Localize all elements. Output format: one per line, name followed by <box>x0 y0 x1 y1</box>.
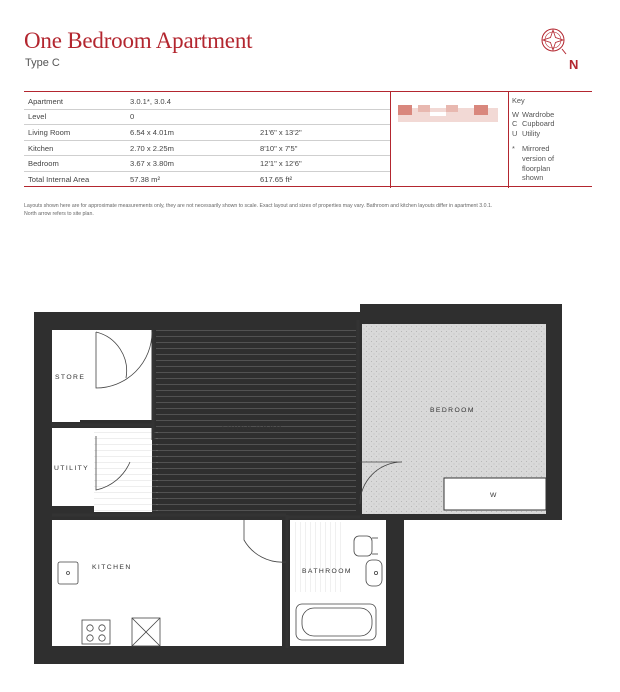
spec-metric: 57.38 m² <box>130 174 160 184</box>
table-row <box>24 125 390 141</box>
key-label: Utility <box>522 128 541 138</box>
key-code: C <box>512 119 518 129</box>
spec-label: Level <box>24 109 126 125</box>
column-divider <box>390 92 391 188</box>
key-label: Wardrobe <box>522 109 555 119</box>
room-label-living: LIVING ROOM <box>222 425 283 432</box>
spec-imperial: 12'1" x 12'6" <box>256 156 390 172</box>
key-code: W <box>512 109 519 119</box>
page-title: One Bedroom Apartment <box>24 28 253 53</box>
spec-metric: 6.54 x 4.01m <box>126 125 256 141</box>
note-line: shown <box>522 173 544 183</box>
note-line: Mirrored <box>522 144 550 154</box>
spec-label: Total Internal Area <box>28 174 90 184</box>
spec-imperial: 8'10" x 7'5" <box>256 140 390 156</box>
wardrobe-label: W <box>490 492 498 499</box>
key-item <box>512 129 584 139</box>
spec-metric: 3.67 x 3.80m <box>126 156 256 172</box>
spec-metric: 0 <box>126 109 256 125</box>
room-label-store: STORE <box>55 374 86 381</box>
key-legend <box>512 96 584 183</box>
spec-label: Kitchen <box>24 140 126 156</box>
room-label-bathroom: BATHROOM <box>302 568 352 575</box>
living-room <box>156 330 356 512</box>
disclaimer-line: North arrow refers to site plan. <box>24 211 94 218</box>
kitchen <box>52 520 282 646</box>
top-rule <box>24 91 592 92</box>
spec-label: Living Room <box>24 125 126 141</box>
key-note <box>512 144 584 182</box>
key-label: Cupboard <box>522 119 555 129</box>
spec-imperial: 21'6" x 13'2" <box>256 125 390 141</box>
room-label-utility: UTILITY <box>54 465 90 472</box>
spec-imperial: 617.65 ft² <box>260 174 293 184</box>
spec-metric: 3.0.1*, 3.0.4 <box>126 94 256 109</box>
spec-label: Bedroom <box>24 156 126 172</box>
compass-letter: N <box>569 57 579 70</box>
key-item <box>512 110 584 120</box>
spec-label: Apartment <box>24 94 126 109</box>
page-subtitle: Type C <box>25 57 60 69</box>
column-divider <box>508 92 509 188</box>
table-row <box>24 94 390 109</box>
key-plan-thumbnail <box>396 100 500 130</box>
table-row <box>24 156 390 172</box>
spec-metric: 2.70 x 2.25m <box>126 140 256 156</box>
room-label-bedroom: BEDROOM <box>430 407 475 414</box>
key-item <box>512 119 584 129</box>
spec-imperial <box>256 109 390 125</box>
note-marker: * <box>512 144 515 154</box>
table-row <box>24 171 390 186</box>
table-row <box>24 109 390 125</box>
note-line: floorplan <box>522 163 551 173</box>
disclaimer-text <box>24 202 564 218</box>
north-compass-icon <box>536 24 582 70</box>
key-title: Key <box>512 96 525 105</box>
disclaimer-line: Layouts shown here are for approximate measurements only, they are not necessarily shown to scale. Exact layout and sizes of properties may vary. Bathroom and kitchen layouts differ in apartment 3.0.1. <box>24 203 493 209</box>
room-label-kitchen: KITCHEN <box>92 564 132 571</box>
spec-table <box>24 94 390 187</box>
note-line: version of <box>522 153 555 163</box>
floor-plan <box>0 290 620 690</box>
table-row <box>24 140 390 156</box>
key-code: U <box>512 128 518 138</box>
spec-imperial <box>256 94 390 109</box>
